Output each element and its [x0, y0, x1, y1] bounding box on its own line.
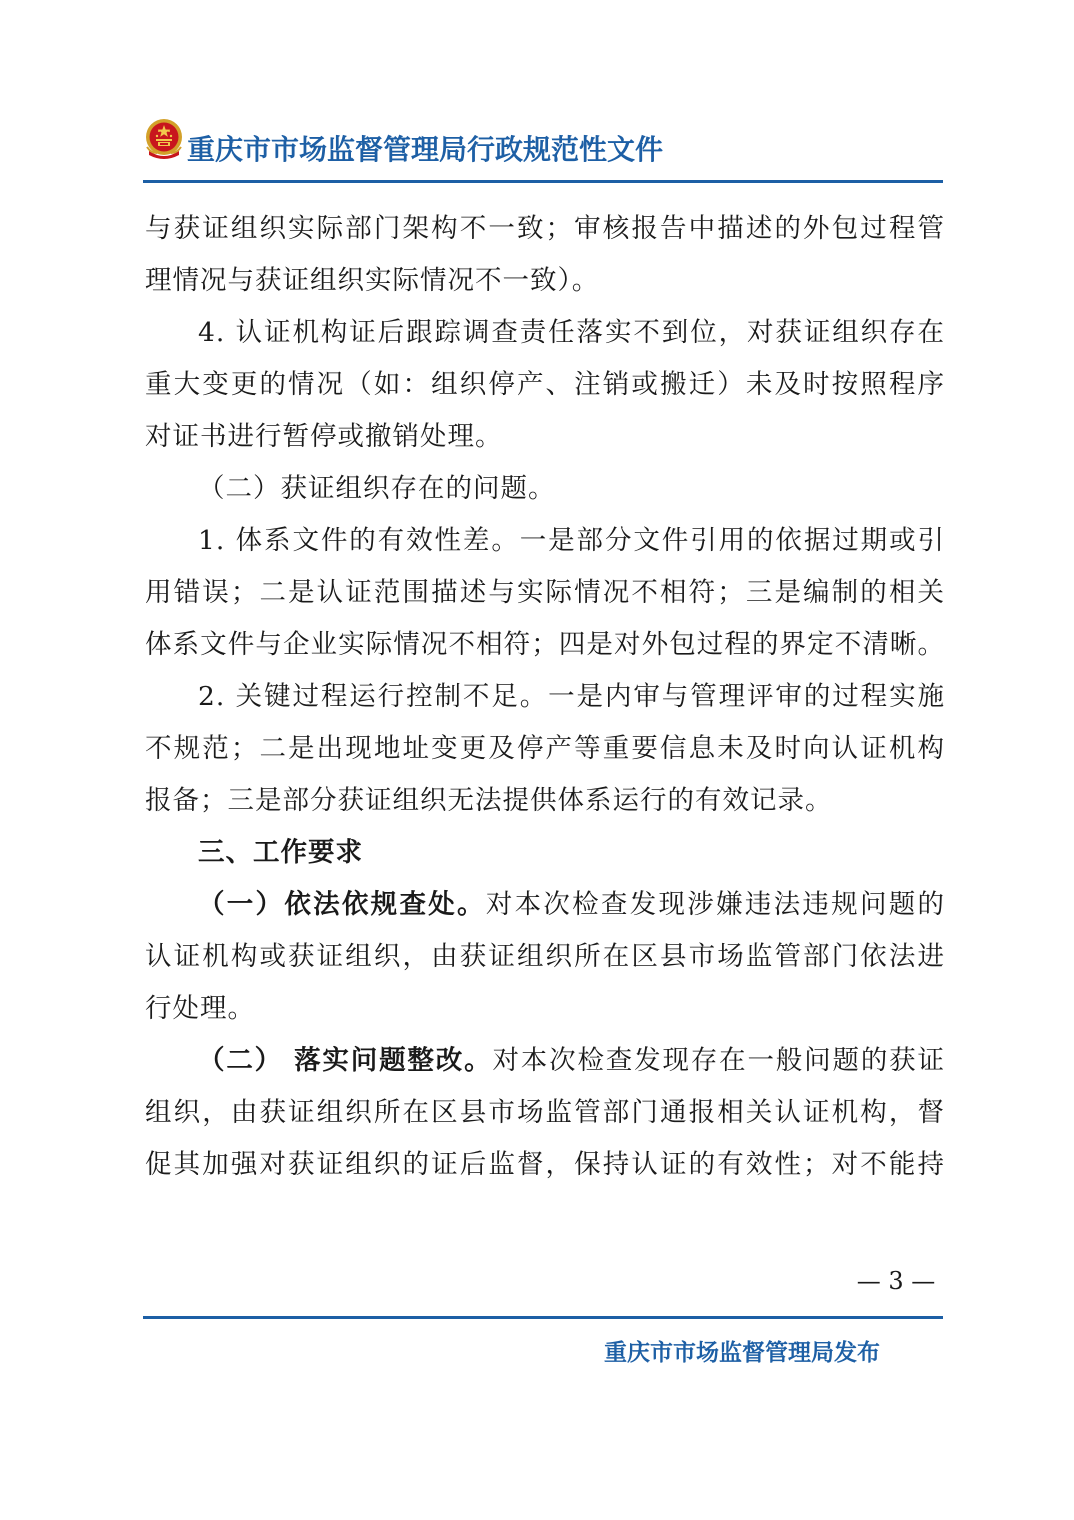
paragraph-text: 对本次检查发现存在一般问题的获证	[492, 1045, 945, 1076]
text-line: 对证书进行暂停或撤销处理。	[145, 421, 503, 452]
document-body	[145, 203, 945, 1191]
section-heading: 三、工作要求	[198, 837, 363, 868]
header-title: 重庆市市场监督管理局行政规范性文件	[187, 133, 664, 166]
text-line: 4. 认证机构证后跟踪调查责任落实不到位，对获证组织存在	[198, 317, 945, 348]
text-line: 1. 体系文件的有效性差。一是部分文件引用的依据过期或引	[198, 525, 945, 556]
header-divider	[143, 180, 943, 183]
text-line: 组织，由获证组织所在区县市场监管部门通报相关认证机构，督	[145, 1097, 945, 1128]
paragraph-text: 对本次检查发现涉嫌违法违规问题的	[485, 889, 946, 920]
national-emblem-icon	[143, 117, 185, 161]
text-line	[145, 879, 945, 931]
text-line: 行处理。	[145, 993, 255, 1024]
text-line: 体系文件与企业实际情况不相符；四是对外包过程的界定不清晰。	[145, 629, 945, 660]
text-line: 不规范；二是出现地址变更及停产等重要信息未及时向认证机构	[145, 733, 945, 764]
footer-publisher: 重庆市市场监督管理局发布	[604, 1340, 880, 1366]
footer-divider	[143, 1316, 943, 1319]
text-line: 用错误；二是认证范围描述与实际情况不相符；三是编制的相关	[145, 577, 945, 608]
text-line: 与获证组织实际部门架构不一致；审核报告中描述的外包过程管	[145, 213, 945, 244]
document-header	[143, 112, 943, 182]
text-line: 2. 关键过程运行控制不足。一是内审与管理评审的过程实施	[198, 681, 945, 712]
text-line: 重大变更的情况（如：组织停产、注销或搬迁）未及时按照程序	[145, 369, 945, 400]
paragraph-lead: （一）依法依规查处。	[198, 889, 486, 920]
paragraph-lead: （二） 落实问题整改。	[198, 1045, 493, 1076]
text-line: 促其加强对获证组织的证后监督，保持认证的有效性；对不能持	[145, 1149, 945, 1180]
text-line: 理情况与获证组织实际情况不一致）。	[145, 265, 600, 296]
text-line	[145, 1035, 945, 1087]
page-number: — 3 —	[856, 1267, 936, 1295]
text-line: 报备；三是部分获证组织无法提供体系运行的有效记录。	[145, 785, 833, 816]
text-line: 认证机构或获证组织，由获证组织所在区县市场监管部门依法进	[145, 941, 945, 972]
section-subheading: （二）获证组织存在的问题。	[198, 473, 556, 504]
